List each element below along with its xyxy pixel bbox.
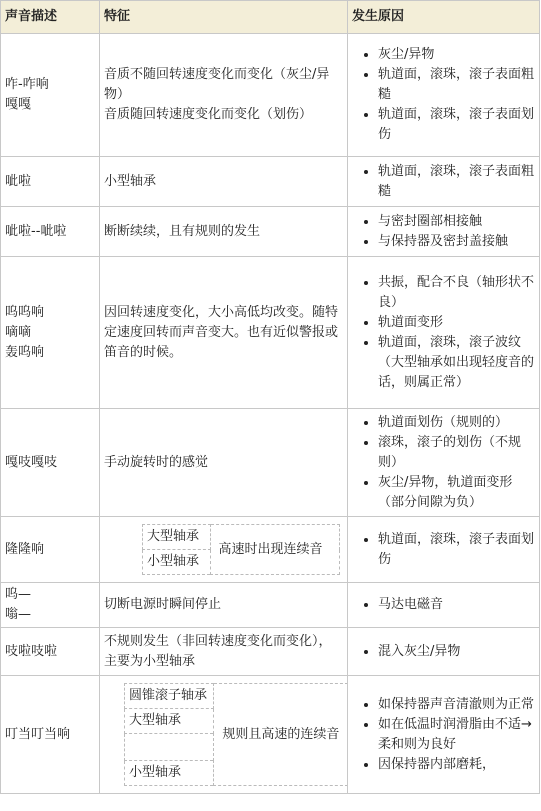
feature-desc: 高速时出现连续音 xyxy=(210,525,339,575)
cause-item: • 因保持器内部磨耗， xyxy=(378,755,535,775)
sound-line: 吱啦吱啦 xyxy=(5,643,58,659)
cause-list xyxy=(352,212,535,252)
cause-cell xyxy=(348,207,540,257)
cause-cell xyxy=(348,257,540,409)
header-sound: 声音描述 xyxy=(1,1,100,34)
cause-item: • 如保持器声音清澈则为正常 xyxy=(378,695,535,715)
cause-item: • 轨道面，滚珠，滚子波纹（大型轴承如出现轻度音的话，则属正常） xyxy=(378,333,535,393)
cause-cell xyxy=(348,676,540,794)
cause-item: • 轨道面变形 xyxy=(378,313,535,333)
feature-subtable xyxy=(142,524,340,575)
cause-item: • 灰尘/异物 xyxy=(378,45,535,65)
sound-line: 隆隆响 xyxy=(5,541,45,557)
cause-list xyxy=(352,45,535,145)
cause-cell xyxy=(348,157,540,207)
feature-cell xyxy=(100,409,348,517)
sound-line: 轰呜响 xyxy=(5,344,45,360)
sound-line: 嘎嘎 xyxy=(5,97,32,112)
cause-item: • 轨道面，滚珠，滚子表面粗糙 xyxy=(378,65,535,105)
cause-item: • 轨道面，滚珠，滚子表面粗糙 xyxy=(378,162,535,202)
cause-list xyxy=(352,530,535,570)
sound-cell xyxy=(1,583,100,628)
table-row xyxy=(1,517,540,583)
cause-item: • 混入灰尘/异物 xyxy=(378,642,535,662)
sound-cell xyxy=(1,628,100,676)
cause-list xyxy=(352,413,535,513)
bearing-type: 圆锥滚子轴承 xyxy=(125,684,214,709)
header-feature: 特征 xyxy=(100,1,348,34)
cause-list xyxy=(352,162,535,202)
feature-cell xyxy=(100,207,348,257)
feature-cell xyxy=(100,676,348,794)
sound-cell xyxy=(1,676,100,794)
cause-list xyxy=(352,273,535,393)
bearing-type: 大型轴承 xyxy=(143,525,211,550)
sound-line: 呲啦--呲啦 xyxy=(5,223,67,239)
bearing-type xyxy=(125,734,214,761)
sound-cell xyxy=(1,207,100,257)
sound-cell xyxy=(1,157,100,207)
sound-cell xyxy=(1,257,100,409)
cause-item: • 轨道面，滚珠，滚子表面划伤 xyxy=(378,105,535,145)
cause-item: • 灰尘/异物，轨道面变形（部分间隙为负） xyxy=(378,473,535,513)
feature-cell xyxy=(100,257,348,409)
feature-cell xyxy=(100,628,348,676)
sound-line: 咋-咋响 xyxy=(5,77,49,92)
cause-item: • 如在低温时润滑脂由不适→柔和则为良好 xyxy=(378,715,535,755)
feature-cell xyxy=(100,517,348,583)
cause-item: • 滚珠，滚子的划伤（不规则） xyxy=(378,433,535,473)
cause-cell xyxy=(348,34,540,157)
cause-item: • 共振，配合不良（轴形状不良） xyxy=(378,273,535,313)
sound-cell xyxy=(1,409,100,517)
feature-cell xyxy=(100,34,348,157)
cause-cell xyxy=(348,583,540,628)
sound-line: 嗡— xyxy=(5,607,32,622)
bearing-type: 大型轴承 xyxy=(125,709,214,734)
table-row xyxy=(1,257,540,409)
cause-item: • 马达电磁音 xyxy=(378,595,535,615)
sound-line: 呲啦 xyxy=(5,173,32,189)
table-row xyxy=(1,676,540,794)
feature-cell xyxy=(100,157,348,207)
cause-cell xyxy=(348,628,540,676)
cause-item: • 轨道面划伤（规则的） xyxy=(378,413,535,433)
feature-line: 手动旋转时的感觉 xyxy=(104,454,209,470)
cause-cell xyxy=(348,517,540,583)
cause-item: • 与密封圈部相接触 xyxy=(378,212,535,232)
feature-cell xyxy=(100,583,348,628)
header-cause: 发生原因 xyxy=(348,1,540,34)
table-row xyxy=(1,409,540,517)
feature-line: 音质不随回转速度变化而变化（灰尘/异物） xyxy=(104,67,330,102)
table-row xyxy=(1,207,540,257)
cause-list xyxy=(352,695,535,775)
sound-line: 叮当叮当响 xyxy=(5,726,71,742)
sound-line: 呜— xyxy=(5,587,32,602)
bearing-type: 小型轴承 xyxy=(143,550,211,575)
table-row xyxy=(1,583,540,628)
feature-line: 不规则发生（非回转速度变化而变化），主要为小型轴承 xyxy=(104,633,332,669)
table-row xyxy=(1,628,540,676)
cause-list xyxy=(352,642,535,662)
feature-desc: 规则且高速的连续音 xyxy=(214,684,348,786)
feature-line: 因回转速度变化，大小高低均改变。随特定速度回转而声音变大。也有近似警报或笛音的时候。 xyxy=(104,304,339,360)
cause-list xyxy=(352,595,535,615)
cause-item: • 轨道面，滚珠，滚子表面划伤 xyxy=(378,530,535,570)
sound-cell xyxy=(1,517,100,583)
cause-cell xyxy=(348,409,540,517)
sound-cell xyxy=(1,34,100,157)
cause-item: • 与保持器及密封盖接触 xyxy=(378,232,535,252)
feature-subtable xyxy=(124,683,348,786)
feature-line: 切断电源时瞬间停止 xyxy=(104,597,222,612)
feature-line: 断断续续，且有规则的发生 xyxy=(104,223,261,239)
feature-line: 音质随回转速度变化而变化（划伤） xyxy=(104,107,313,122)
sound-line: 呜呜响 xyxy=(5,304,45,320)
header-row xyxy=(1,1,540,34)
bearing-type: 小型轴承 xyxy=(125,761,214,786)
feature-line: 小型轴承 xyxy=(104,173,157,189)
sound-line: 嘀嘀 xyxy=(5,324,32,340)
sound-line: 嘎吱嘎吱 xyxy=(5,454,58,470)
table-row xyxy=(1,34,540,157)
table-row xyxy=(1,157,540,207)
